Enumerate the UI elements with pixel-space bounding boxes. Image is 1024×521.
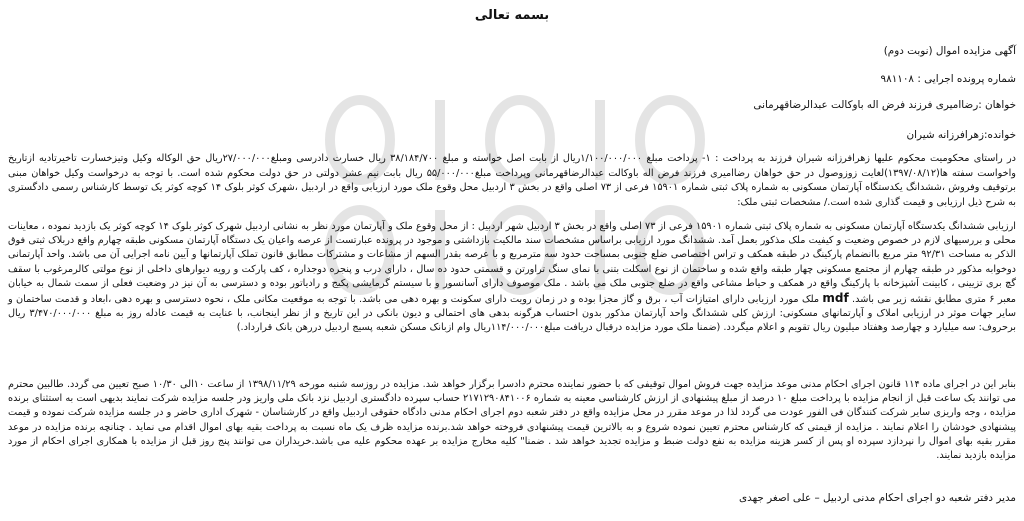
notice-title: آگهی مزایده اموال (نوبت دوم) bbox=[883, 45, 1016, 57]
document-title: بسمه تعالی bbox=[474, 8, 550, 23]
valuation-paragraph bbox=[8, 220, 1016, 336]
signature-line: مدیر دفتر شعبه دو اجرای احکام مدنی اردبیل – علی اصغر جهدی bbox=[739, 492, 1016, 504]
auction-terms-paragraph: بنابر این در اجرای ماده ۱۱۴ قانون اجرای احکام مدنی موعد مزایده جهت فروش اموال توقیفی که با حضور نماینده محترم دادسرا برگزار خواهد شد. مزایده در روزسه شنبه مورخه ۱۳۹۸/۱۱/۲۹ از ساعت ۱۰الی ۱۰/۳۰ صبح تعیین می گردد. طالبین محترم می توانند یک ساعت قبل از انجام مزایده با پرداخت مبلغ ۱۰ درصد از مبلغ پیشنهادی از ارزش کارشناسی معینه به شماره ۲۱۷۱۲۹۰۸۴۱۰۰۶ حساب سپرده دادگستری اردبیل نزد بانک ملی واریز ودر جلسه مزایده شرکت نمایند بدیهی است به استثنای برنده مزایده ، وجه واریزی سایر شرکت کنندگان فی الفور عودت می گردد لذا در موعد مقرر در محل مزایده واقع در دفتر شعبه دوم اجرای احکام مدنی دادگاه حقوقی اردبیل واقع در کارشناسان - شهرک اداری حاضر و در جلسه مزایده شرکت نموده و قیمت پیشنهادی خودشان را اعلام نمایند . مزایده از قیمتی که کارشناس محترم تعیین نموده شروع و به بالاترین قیمت پیشنهادی فروخته خواهد شد.برنده مزایده ظرف یک ماه نسبت به پرداخت بقیه بهای اموال اقدام می نماید . چنانچه برنده مزایده در موعد مقرر بقیه بهای اموال را نپردازد سپرده او پس از کسر هزینه مزایده به نفع دولت ضبط و مزایده تجدید خواهد شد . ضمنا" کلیه مخارج مزایده بر عهده محکوم علیه می باشد.خریداران می توانند پنج روز قبل از مزایده با همکاری اجرای احکام از مورد مزایده بازدید نمایند. bbox=[8, 379, 1016, 462]
case-number: شماره پرونده اجرایی : ۹۸۱۱۰۸ bbox=[880, 73, 1016, 85]
judgment-paragraph: در راستای محکومیت محکوم علیها زهرافرزانه شیران فرزند به پرداخت : ۱- پرداخت مبلغ ۱/۱۰۰/۰۰۰/۰۰۰ریال از بابت اصل خواسته و مبلغ ۳۸/۱۸۴/۷۰۰ ریال خسارت دادرسی ومبلغ۲۷/۰۰۰/۰۰۰ریال حق الوکاله وکیل وتیزخسارت تاخیرتادیه ازتاریخ واخواست سفته ها(۱۳۹۷/۰۸/۱۲)لغایت زوزوصول در حق خواهان رضاامیری فرزند فرض اله باوکالت عبدالرضاقهرمانی وپرداخت مبلغ۵۵/۰۰۰/۰۰۰ ریال بابت نیم عشر دولتی در حق دولت محکوم شده است. با توجه به درخواست وکیل خواهان مبنی برتوقیف وفروش ،ششدانگ یکدستگاه آپارتمان مسکونی به شماره پلاک ثبتی شماره ۱۵۹۰۱ فرعی از ۷۳ اصلی واقع در بخش ۳ اردبیل محل وقوع ملک مورد ارزیابی واقع در اردبیل ،شهرک کوثر بلوک ۱۴ کوچه کوثر یک توسط کارشناس رسمی دادگستری به شرح ذیل ارزیابی و قیمت گذاری شده است./ مشخصات ثبتی ملک: bbox=[8, 153, 1016, 208]
valuation-text-continued: ملک مورد ارزیابی دارای امتیازات آب ، برق و گاز مجزا بوده و در زمان رویت دارای سکونت و بهره دهی می باشد. با توجه به موقعیت مکانی ملک ، نحوه دسترسی و بهره دهی ،ابعاد و قدمت ساختمان و سایر جهات موثر در ارزیابی املاک و آپارتمانهای مسکونی: ارزش کلی ششدانگ واحد آپارتمان مذکور بدون احتساب هرگونه بدهی های احتمالی و دیون بانکی در این تاریخ و از نظر اینجانب، با عنایت به قیمت عادله روز به مبلغ ۳/۴۷۰/۰۰۰/۰۰۰ ریال برحروف: سه میلیارد و چهارصد وهفتاد میلیون ریال تقویم و اعلام میگردد. (ضمنا ملک مورد مزایده درقبال دریافت مبلغ۱۱۴/۰۰۰/۰۰۰ریال وام ازبانک مسکن شعبه پسیج اردبیل دررهن بانک قرارداد.) bbox=[8, 294, 1016, 334]
debtor-line: خوانده:زهرافرزانه شیران bbox=[906, 129, 1016, 141]
valuation-text: ارزیابی ششدانگ یکدستگاه آپارتمان مسکونی به شماره پلاک ثبتی شماره ۱۵۹۰۱ فرعی از ۷۳ اصلی واقع در بخش ۳ اردبیل شهر اردبیل : از محل وقوع ملک و آپارتمان مورد نظر به نشانی اردبیل شهرک کوثر بلوک ۱۴ کوچه کوثر یک بازدید نموده ، معاینات محلی و بررسیهای لازم در خصوص وضعیت و کیفیت ملک مذکور بعمل آمد. ششدانگ مورد ارزیابی براساس مشخصات سند مالکیت بازداشتی و موجود در پرونده عبارتست از عرصه واعیان یک دستگاه آپارتمان مسکونی طبقه چهارم واقع دربلاک ثبتی فوق الذکر به مساحت ۹۲/۳۱ متر مربع باانضمام پارکینگ در طبقه همکف و تراس اختصاصی ضلع جنوبی بمساحت حدود سه مترمربع و با عرصه بقدر السهم از مشاعات و مشترکات مطابق قانون تملک آپارتمانها و آیین نامه اجرایی آن می باشد. واحد آپارتمانی دوخوابه مذکور در طبقه چهارم از مجتمع مسکونی چهار طبقه واقع شده و ساختمان از نوع اسکلت بتنی با نمای سنگ تراورتن و قسمتی حدود ده سال ، دارای درب و پنجره دوجداره ، کف پارکت و رویه دیوارهای داخلی از نوع مولتی کالرمرغوب با سقف گچ بری تزیینی ، کابینت آشپزخانه با پارکینگ واقع در همکف و حیاط مشاعی واقع در ضلع جنوبی ملک می باشد . ملک موصوف دارای آسانسور و با سیستم گرمایشی پکیج و رادیاتور بوده و دسترسی به آن نیز در وضعیت فعلی از سمت شمال به خیابان معبر ۶ متری مطابق نقشه زیر می باشد. bbox=[8, 221, 1016, 306]
mdf-label: mdf bbox=[822, 291, 849, 306]
creditor-line: خواهان :رضاامیری فرزند فرض اله باوکالت عبدالرضاقهرمانی bbox=[753, 99, 1016, 111]
